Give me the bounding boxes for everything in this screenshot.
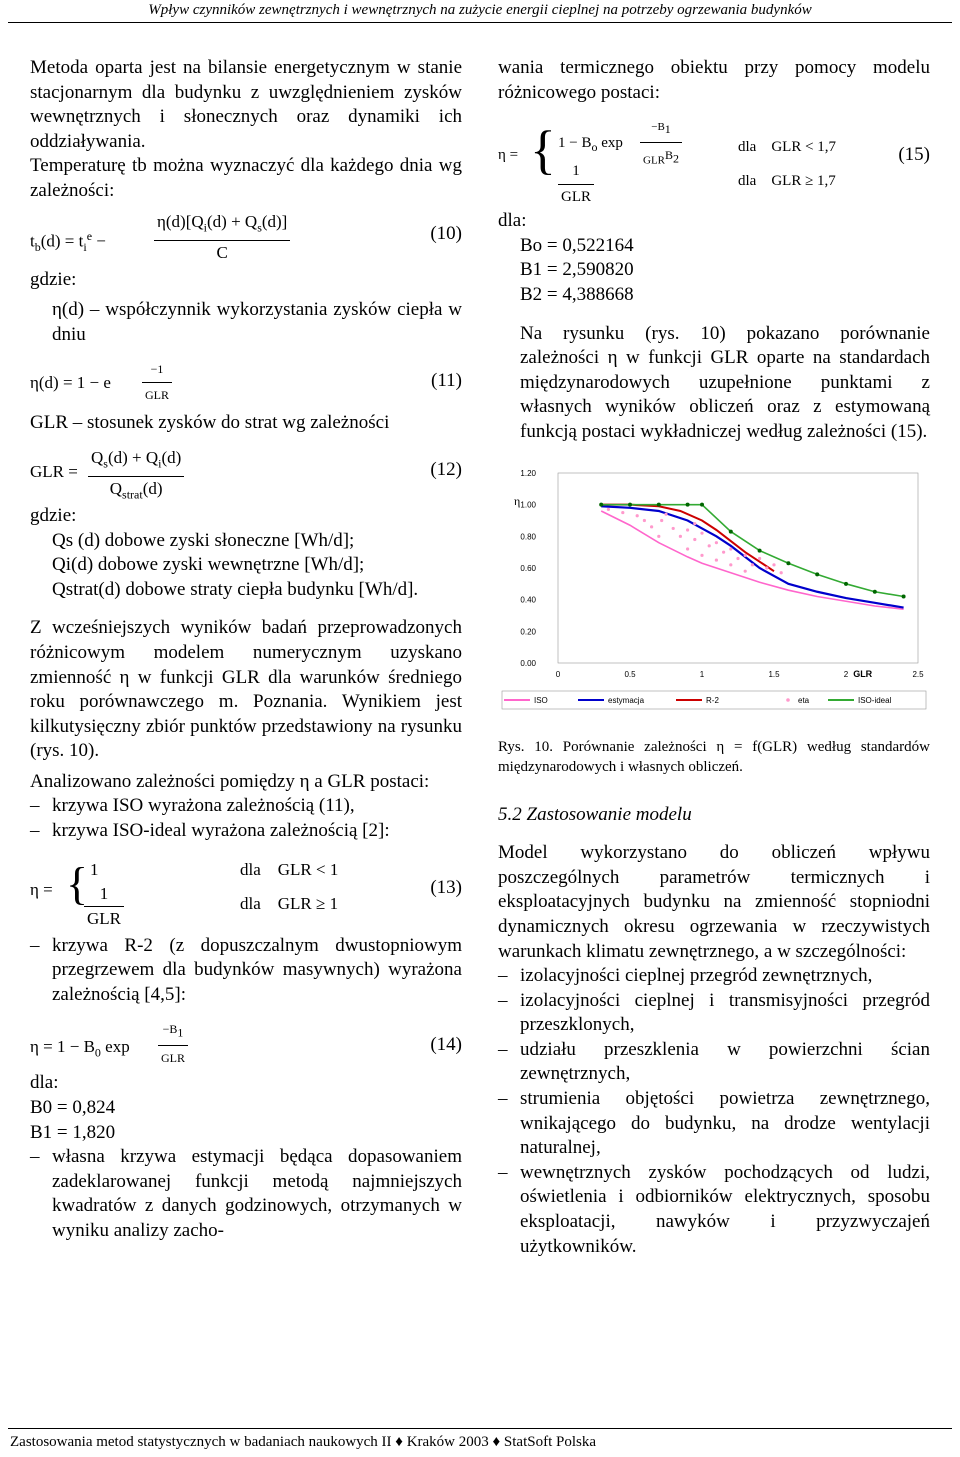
iso-ideal-marker xyxy=(786,561,790,565)
eta-data-point xyxy=(693,522,696,525)
iso-ideal-marker xyxy=(700,502,704,506)
x-tick-label: 0 xyxy=(555,669,561,679)
y-tick-label: 0.60 xyxy=(520,563,536,573)
equation-14: $\eta = 1 - B_0$ exp $-B_1$ GLR (14) xyxy=(30,1017,462,1065)
eta-data-point xyxy=(715,558,718,561)
constant-b2: B2 = 4,388668 xyxy=(520,283,634,305)
equation-10: $t_b(d) = t_i^e$ − $\frac{\eta(d)[Q_i(d) + Q_s(d)]}{C}$ (10) xyxy=(30,211,462,262)
eta-data-point xyxy=(693,537,696,540)
running-header: Wpływ czynników zewnętrznych i wewnętrznych na zużycie energii cieplnej na potrzeby ogrzewania budynków xyxy=(8,0,952,23)
x-tick-label: 1.5 xyxy=(768,669,780,679)
equation-11: η(d) = 1 − e −1 GLR (11) xyxy=(30,357,462,401)
iso-ideal-marker xyxy=(873,589,877,593)
section-title: 5.2 Zastosowanie modelu xyxy=(498,803,692,825)
y-tick-label: 0.80 xyxy=(520,531,536,541)
iso-ideal-marker xyxy=(758,548,762,552)
legend-swatch xyxy=(786,698,790,702)
eta-definition: η(d) – współczynnik wykorzystania zysków ciepła w dniu xyxy=(52,299,462,345)
plot-area xyxy=(558,473,918,663)
right-column xyxy=(498,56,930,1259)
equation-12-number: (12) xyxy=(430,458,462,480)
constant-b0: B0 = 0,824 xyxy=(30,1097,116,1119)
left-column xyxy=(30,56,462,1244)
figure-caption: Rys. 10. Porównanie zależności η = f(GLR) według standardów międzynarodowych i własnych obliczeń. xyxy=(498,738,930,775)
eta-data-point xyxy=(700,531,703,534)
glr-definition: GLR – stosunek zysków do strat wg zależności xyxy=(30,412,390,434)
legend-label: ISO-ideal xyxy=(858,695,892,705)
x-tick-label: 2.5 xyxy=(912,669,924,679)
paragraph-analysis: Analizowano zależności pomiędzy η a GLR postaci: xyxy=(30,770,430,792)
iso-ideal-marker xyxy=(815,572,819,576)
qstrat-definition: Qstrat(d) dobowe straty ciepła budynku [Wh/d]. xyxy=(52,578,419,600)
constant-b1: B1 = 1,820 xyxy=(30,1121,116,1143)
y-tick-label: 0.00 xyxy=(520,658,536,668)
running-footer: Zastosowania metod statystycznych w badaniach naukowych II ♦ Kraków 2003 ♦ StatSoft Polska xyxy=(8,1428,952,1457)
iso-ideal-marker xyxy=(844,581,848,585)
equation-10-number: (10) xyxy=(430,222,462,244)
eta-data-point xyxy=(758,556,761,559)
y-tick-label: 1.00 xyxy=(520,500,536,510)
list-item-param-5: – wewnętrznych zysków pochodzących od ludzi, oświetlenia i odbiorników elektrycznych, sposobu eksploatacji, nawyków i przyzwyczajeń użytkowników. xyxy=(498,1161,930,1259)
list-item-iso: – krzywa ISO wyrażona zależnością (11), xyxy=(30,794,462,819)
constant-bo: Bo = 0,522164 xyxy=(520,234,634,256)
eta-data-point xyxy=(686,547,689,550)
eta-data-point xyxy=(708,544,711,547)
list-item-param-4: – strumienia objętości powietrza zewnętrznego, wnikającego do budynku, na drodze wentylacji naturalnej, xyxy=(498,1087,930,1161)
equation-14-number: (14) xyxy=(430,1034,462,1056)
y-axis-label: η xyxy=(514,493,521,508)
eta-data-point xyxy=(650,525,653,528)
equation-12: GLR = $Q_s(d) + Q_i(d)$ $Q_{strat}(d)$ (12) xyxy=(30,447,462,502)
eta-data-point xyxy=(672,526,675,529)
eta-data-point xyxy=(643,518,646,521)
iso-ideal-marker xyxy=(729,529,733,533)
iso-ideal-marker xyxy=(686,502,690,506)
eta-data-point xyxy=(660,518,663,521)
eta-data-point xyxy=(715,541,718,544)
y-tick-label: 0.20 xyxy=(520,626,536,636)
eta-data-point xyxy=(686,528,689,531)
eta-data-point xyxy=(772,563,775,566)
equation-11-number: (11) xyxy=(431,370,462,392)
paragraph-figure-description: Na rysunku (rys. 10) pokazano porównanie zależności η w funkcji GLR oparte na standardach międzynarodowych uzupełnione punktami z własnych wyników obliczeń oraz z estymowaną funkcją postaci wykładniczej według zależności (15). xyxy=(520,322,930,442)
eta-data-point xyxy=(780,571,783,574)
label-dla: dla: xyxy=(30,1072,59,1094)
eta-glr-chart xyxy=(498,461,930,721)
iso-ideal-marker xyxy=(657,502,661,506)
eta-data-point xyxy=(744,553,747,556)
paragraph-continuation: wania termicznego obiektu przy pomocy modelu różnicowego postaci: xyxy=(498,57,930,103)
equation-15-number: (15) xyxy=(898,144,930,166)
legend-label: eta xyxy=(798,695,810,705)
equation-13: η = { 1 dla GLR < 1 1 GLR dla GLR ≥ 1 (13) xyxy=(30,857,462,929)
y-tick-label: 1.20 xyxy=(520,468,536,478)
iso-ideal-marker xyxy=(599,502,603,506)
qi-definition: Qi(d) dobowe zyski wewnętrzne [Wh/d]; xyxy=(52,554,365,576)
list-item-r2: – krzywa R-2 (z dopuszczalnym dwustopniowym przegrzewem dla budynków masywnych) wyrażona zależnością [4,5]: xyxy=(30,934,462,1008)
list-item-estimation: – własna krzywa estymacji będąca dopasowaniem zadeklarowanej funkcji metodą najmniejszych kwadratów z danych godzinowych, otrzymanych w wyniku analizy zacho- xyxy=(30,1145,462,1243)
paragraph-temperature: Temperaturę tb można wyznaczyć dla każdego dnia wg zależności: xyxy=(30,155,462,201)
x-tick-label: 0.5 xyxy=(624,669,636,679)
qs-definition: Qs (d) dobowe zyski słoneczne [Wh/d]; xyxy=(52,529,355,551)
x-tick-label: 2 xyxy=(843,669,849,679)
chart-svg xyxy=(498,461,930,721)
eta-data-point xyxy=(664,512,667,515)
eta-data-point xyxy=(765,566,768,569)
eta-data-point xyxy=(657,534,660,537)
eta-data-point xyxy=(722,550,725,553)
legend-label: R-2 xyxy=(706,695,719,705)
label-gdzie-2: gdzie: xyxy=(30,504,77,526)
list-item-param-2: – izolacyjności cieplnej i transmisyjności przegród przeszklonych, xyxy=(498,989,930,1038)
equation-13-number: (13) xyxy=(430,876,462,898)
equation-15: η = { $1 - B_o$ exp $-B_1$ $GLR^{B_2}$ dla GLR < 1,7 1 GLR dla GLR ≥ 1,7 (15) xyxy=(498,115,930,199)
legend-label: estymacja xyxy=(608,695,645,705)
eta-data-point xyxy=(729,563,732,566)
eta-data-point xyxy=(729,547,732,550)
paragraph-results: Z wcześniejszych wyników badań przeprowadzonych różnicowym modelem numerycznym uzyskano zmienność η w funkcji GLR dla warunków średniego roku porównawczego m. Poznania. Wynikiem jest kilkutysięczny zbiór punktów przedstawiony na rysunku (rys. 10). xyxy=(30,617,462,762)
paragraph-model: Model wykorzystano do obliczeń wpływu poszczególnych parametrów termicznych i eksploatacyjnych budynku na zmienność stopniodni dynamicznych okresu ogrzewania w rzeczywistych warunkach klimatu zewnętrznego, a w szczególności: xyxy=(498,842,930,962)
list-item-iso-ideal: – krzywa ISO-ideal wyrażona zależnością [2]: xyxy=(30,819,462,844)
list-item-param-3: – udziału przeszklenia w powierzchni ścian zewnętrznych, xyxy=(498,1038,930,1087)
x-axis-label: GLR xyxy=(853,668,873,679)
eta-data-point xyxy=(679,534,682,537)
constant-b1-right: B1 = 2,590820 xyxy=(520,259,634,281)
iso-ideal-marker xyxy=(628,502,632,506)
eta-data-point xyxy=(636,514,639,517)
x-tick-label: 1 xyxy=(699,669,705,679)
label-dla-right: dla: xyxy=(498,210,527,232)
y-tick-label: 0.40 xyxy=(520,595,536,605)
iso-ideal-marker xyxy=(902,594,906,598)
eta-data-point xyxy=(751,563,754,566)
label-gdzie: gdzie: xyxy=(30,268,77,290)
eta-data-point xyxy=(700,553,703,556)
legend-label: ISO xyxy=(534,695,548,705)
eta-data-point xyxy=(744,569,747,572)
paragraph-intro: Metoda oparta jest na bilansie energetycznym w stanie stacjonarnym dla budynku z uwzględnieniem zysków wewnętrznych i słonecznych oraz dynamiki ich oddziaływania. xyxy=(30,57,462,152)
list-item-param-1: – izolacyjności cieplnej przegród zewnętrznych, xyxy=(498,964,930,989)
eta-data-point xyxy=(607,507,610,510)
eta-data-point xyxy=(736,556,739,559)
eta-data-point xyxy=(621,511,624,514)
